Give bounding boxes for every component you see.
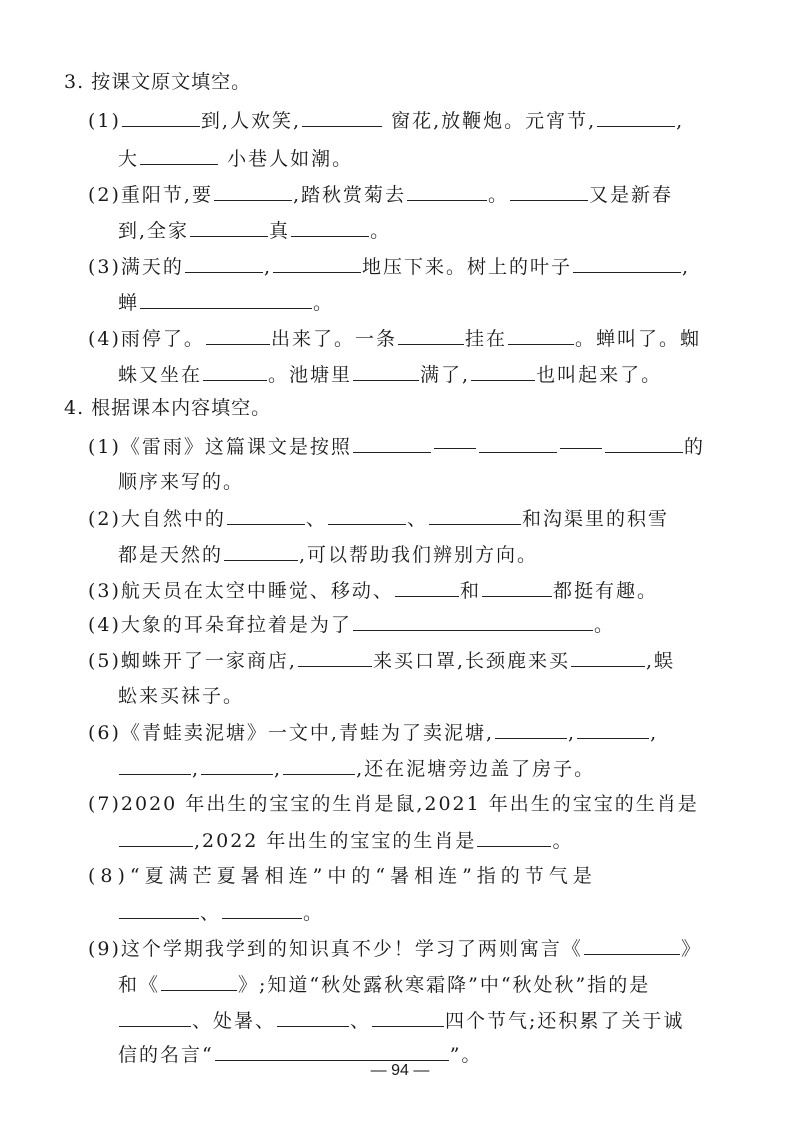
question-4-9-cont-3: 信的名言“ ”。 xyxy=(118,1040,482,1069)
question-4-9-cont-2: 、处暑、 、 四个节气;还积累了关于诚 xyxy=(118,1006,684,1035)
answer-blank[interactable] xyxy=(119,898,199,919)
question-3-4-cont: 蛛又坐在 。池塘里 满了, 也叫起来了。 xyxy=(118,360,662,389)
answer-blank[interactable] xyxy=(372,1006,444,1027)
question-3-4: (4)雨停了。 出来了。一条 挂在 。蝉叫了。蜘 xyxy=(88,324,701,353)
question-3-2: (2)重阳节,要 ,踏秋赏菊去 。 又是新春 xyxy=(88,180,673,209)
question-4-8: (8)“夏满芒夏暑相连”中的“暑相连”指的节气是 xyxy=(88,865,597,887)
section-4-title: 4. 根据课本内容填空。 xyxy=(64,397,272,419)
answer-blank[interactable] xyxy=(185,252,263,273)
question-4-3: (3)航天员在太空中睡觉、移动、 和 都挺有趣。 xyxy=(88,576,658,605)
answer-blank[interactable] xyxy=(203,360,267,381)
answer-blank[interactable] xyxy=(429,504,521,525)
answer-blank[interactable] xyxy=(577,718,649,739)
answer-blank[interactable] xyxy=(201,754,273,775)
answer-blank[interactable] xyxy=(471,360,535,381)
answer-blank[interactable] xyxy=(573,252,681,273)
question-3-3: (3)满天的 , 地压下来。树上的叶子 , xyxy=(88,252,690,281)
answer-blank[interactable] xyxy=(479,432,557,453)
answer-blank[interactable] xyxy=(140,144,218,165)
answer-blank[interactable] xyxy=(477,826,551,847)
answer-blank[interactable] xyxy=(407,180,487,201)
answer-blank[interactable] xyxy=(605,432,683,453)
dash-separator xyxy=(434,448,476,449)
answer-blank[interactable] xyxy=(584,934,680,955)
answer-blank[interactable] xyxy=(510,180,588,201)
answer-blank[interactable] xyxy=(597,106,675,127)
answer-blank[interactable] xyxy=(273,252,361,273)
question-3-1: (1) 到,人欢笑, 窗花,放鞭炮。元宵节, , xyxy=(88,106,684,135)
answer-blank[interactable] xyxy=(571,646,645,667)
section-3-title: 3. 按课文原文填空。 xyxy=(64,71,252,93)
answer-blank[interactable] xyxy=(222,898,302,919)
answer-blank[interactable] xyxy=(508,324,574,345)
question-4-9: (9)这个学期我学到的知识真不少！学习了两则寓言《 》 xyxy=(88,934,702,963)
answer-blank[interactable] xyxy=(277,1006,349,1027)
answer-blank[interactable] xyxy=(119,1006,191,1027)
answer-blank[interactable] xyxy=(119,826,193,847)
question-4-1-cont: 顺序来写的。 xyxy=(118,471,245,493)
question-4-9-cont-1: 和《 》;知道“秋处露秋寒霜降”中“秋处秋”指的是 xyxy=(118,970,650,999)
answer-blank[interactable] xyxy=(227,504,305,525)
answer-blank[interactable] xyxy=(328,504,406,525)
answer-blank[interactable] xyxy=(495,718,567,739)
answer-blank[interactable] xyxy=(224,540,298,561)
answer-blank[interactable] xyxy=(395,576,459,597)
question-4-2: (2)大自然中的 、 、 和沟渠里的积雪 xyxy=(88,504,669,533)
question-3-3-cont: 蝉 。 xyxy=(118,288,334,317)
question-3-2-cont: 到,全家 真 。 xyxy=(118,216,391,245)
question-4-6: (6)《青蛙卖泥塘》一文中,青蛙为了卖泥塘, , , xyxy=(88,718,658,747)
question-4-2-cont: 都是天然的 ,可以帮助我们辨别方向。 xyxy=(118,540,538,569)
answer-blank[interactable] xyxy=(353,360,419,381)
answer-blank[interactable] xyxy=(283,754,355,775)
answer-blank[interactable] xyxy=(398,324,464,345)
answer-blank[interactable] xyxy=(291,216,369,237)
question-4-5: (5)蜘蛛开了一家商店, 来买口罩,长颈鹿来买 ,蜈 xyxy=(88,646,675,675)
question-4-7-cont: ,2022 年出生的宝宝的生肖是 。 xyxy=(118,826,573,855)
question-4-6-cont: , , ,还在泥塘旁边盖了房子。 xyxy=(118,754,595,783)
question-4-5-cont: 蚣来买袜子。 xyxy=(118,685,245,707)
answer-blank[interactable] xyxy=(214,180,292,201)
answer-blank[interactable] xyxy=(119,754,191,775)
question-4-4: (4)大象的耳朵耷拉着是为了 。 xyxy=(88,610,615,639)
answer-blank[interactable] xyxy=(302,106,382,127)
answer-blank[interactable] xyxy=(190,216,268,237)
answer-blank[interactable] xyxy=(122,106,200,127)
question-3-1-cont: 大 小巷人如潮。 xyxy=(118,144,353,173)
question-4-8-cont: 、 。 xyxy=(118,898,324,927)
answer-blank[interactable] xyxy=(215,1040,449,1061)
dash-separator xyxy=(560,448,602,449)
page-number: — 94 — xyxy=(370,1062,430,1079)
question-4-7: (7)2020 年出生的宝宝的生肖是鼠,2021 年出生的宝宝的生肖是 xyxy=(88,793,699,815)
question-4-1: (1)《雷雨》这篇课文是按照 的 xyxy=(88,432,705,461)
answer-blank[interactable] xyxy=(140,288,312,309)
answer-blank[interactable] xyxy=(206,324,270,345)
answer-blank[interactable] xyxy=(482,576,552,597)
answer-blank[interactable] xyxy=(353,432,431,453)
answer-blank[interactable] xyxy=(353,610,593,631)
answer-blank[interactable] xyxy=(298,646,372,667)
answer-blank[interactable] xyxy=(161,970,237,991)
